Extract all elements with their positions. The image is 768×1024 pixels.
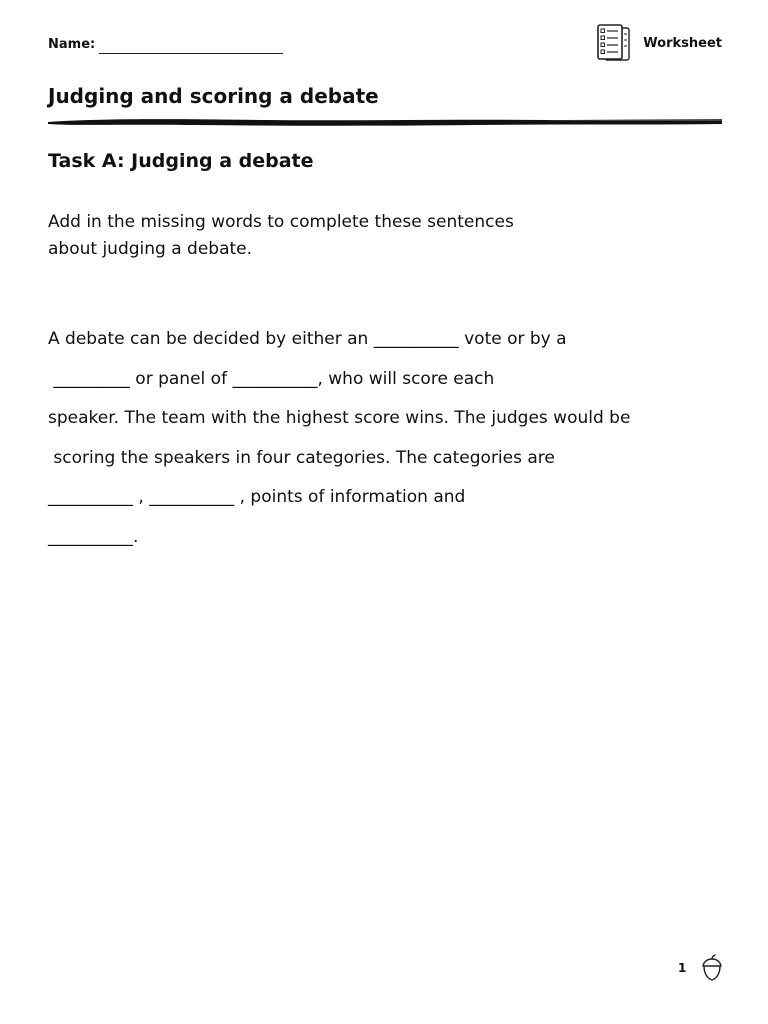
name-label: Name: bbox=[48, 37, 96, 52]
paragraph-line: __________. bbox=[48, 526, 139, 547]
title-underline-brushstroke bbox=[46, 115, 724, 129]
paragraph-line: scoring the speakers in four categories. The categories are bbox=[48, 447, 555, 468]
acorn-icon bbox=[699, 954, 725, 982]
paragraph-line: A debate can be decided by either an __________ vote or by a bbox=[48, 329, 567, 349]
page-number: 1 bbox=[678, 961, 687, 975]
task-heading: Task A: Judging a debate bbox=[48, 150, 314, 172]
fill-in-paragraph bbox=[48, 320, 728, 557]
instruction-line: about judging a debate. bbox=[48, 239, 253, 259]
paragraph-line: speaker. The team with the highest score wins. The judges would be bbox=[48, 408, 631, 428]
page-title: Judging and scoring a debate bbox=[48, 84, 379, 108]
name-write-in-line[interactable] bbox=[99, 37, 283, 54]
worksheet-label: Worksheet bbox=[643, 36, 722, 51]
instructions bbox=[48, 209, 648, 263]
instruction-line: Add in the missing words to complete these sentences bbox=[48, 212, 514, 232]
name-row bbox=[48, 36, 283, 54]
paragraph-line: __________ , __________ , points of information and bbox=[48, 487, 466, 507]
worksheet-checklist-icon bbox=[593, 22, 637, 66]
paragraph-line: _________ or panel of __________, who will score each bbox=[48, 368, 495, 389]
worksheet-tag bbox=[593, 22, 722, 66]
